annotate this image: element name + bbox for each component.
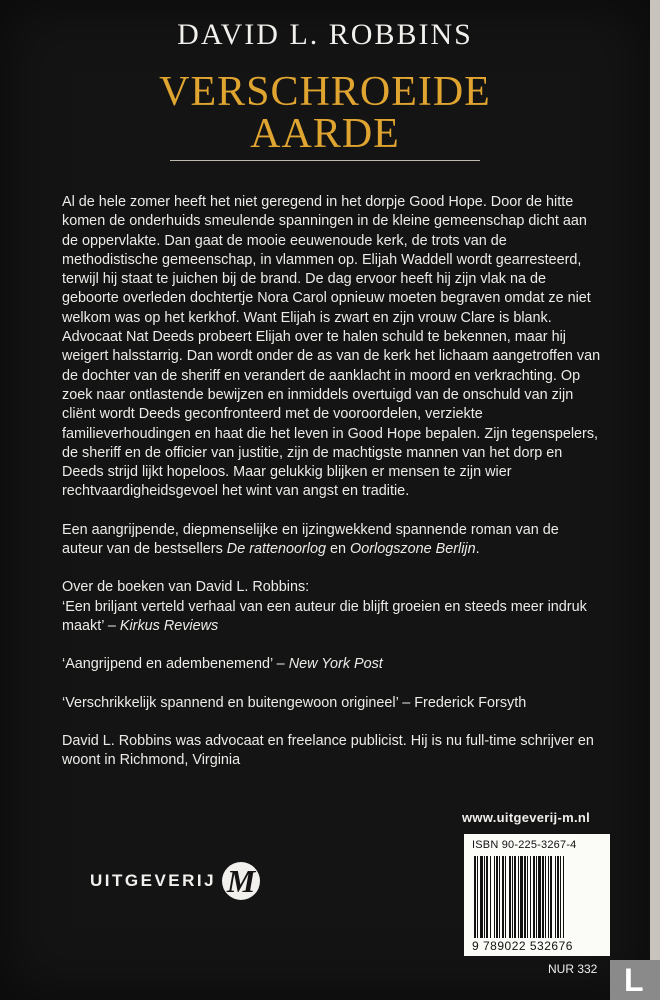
blurb-paragraph-3 [62, 521, 602, 560]
review-2-text: ‘Aangrijpend en adembenemend’ – [62, 656, 289, 673]
publisher-name: UITGEVERIJ [90, 871, 217, 890]
barcode-bar [545, 856, 546, 938]
author-name: DAVID L. ROBBINS [177, 18, 473, 51]
barcode-bar [533, 856, 535, 938]
barcode-bar [490, 856, 491, 938]
barcode-bar [514, 856, 516, 938]
sticker-letter: L [624, 962, 644, 998]
barcode-bar [563, 856, 564, 938]
page-edge [650, 0, 660, 1000]
publisher-url: www.uitgeverij-m.nl [462, 810, 591, 825]
blurb-text [62, 193, 602, 789]
review-1 [62, 598, 602, 637]
blurb-paragraph-1: Al de hele zomer heeft het niet geregend in het dorpje Good Hope. Door de hitte komen de onderhuids smeulende spanningen in de kleine gemeenschap dicht aan de oppervlakte. Dan gaat de mooie eeuwenoude kerk, de trots van de methodistische gemeenschap, in vlammen op. Elijah Waddell wordt gearresteerd, terwijl hij staat te juichen bij de brand. De dag ervoor heeft hij zijn vlak na de geboorte overleden dochtertje Nora Carol opnieuw moeten begraven omdat ze niet welkom was op het kerkhof. Want Elijah is zwart en zijn vrouw Clare is blank. [62, 194, 591, 326]
barcode-digits: 9 789022 532676 [472, 939, 573, 953]
barcode-bar [555, 856, 556, 938]
review-2 [62, 655, 602, 674]
barcode-bar [502, 856, 504, 938]
review-2-source: New York Post [288, 656, 383, 673]
barcode-bar [530, 856, 531, 938]
book-title-line2: AARDE [250, 111, 400, 157]
barcode-bar [496, 856, 498, 938]
barcode-bar [538, 856, 541, 938]
barcode-bar [499, 856, 500, 938]
barcode-bar [518, 856, 519, 938]
blurb-paragraph-2: Advocaat Nat Deeds probeert Elijah over te halen schuld te bekennen, maar hij weigert halsstarrig. Dan wordt onder de as van de kerk het lichaam aangetroffen van de dochter van de sheriff en verandert de aanklacht in moord en verkrachting. Op zoek naar ontlastende bewijzen en inmiddels overtuigd van de onschuld van zijn cliënt wordt Deeds geconfronteerd met de vooroordelen, verziekte familieverhoudingen en haat die het leven in Good Hope bepalen. Zijn tegenspelers, de sheriff en de officier van justitie, zijn de machtigste mannen van het dorp en Deeds strijd lijkt hopeloos. Maar gelukkig blijken er mensen te zijn wier rechtvaardigheidsgevoel het wint van angst en traditie. [62, 329, 601, 500]
barcode-bar [484, 856, 485, 938]
barcode-icon [472, 856, 602, 938]
author-bio: David L. Robbins was advocaat en freelance publicist. Hij is nu full-time schrijver en woont in Richmond, Virginia [62, 732, 594, 769]
barcode-bar [536, 856, 537, 938]
publisher-logo [90, 862, 260, 900]
barcode-bar [542, 856, 544, 938]
reviews-intro: Over de boeken van David L. Robbins: [62, 579, 310, 596]
review-1-text: ‘Een briljant verteld verhaal van een auteur die blijft groeien en steeds meer indruk maakt’ – [62, 598, 587, 634]
barcode-bar [512, 856, 513, 938]
barcode-bar [494, 856, 495, 938]
title-divider [170, 160, 480, 161]
barcode-bar [480, 856, 483, 938]
book-reference-1: De rattenoorlog [226, 541, 326, 558]
barcode-bar [486, 856, 488, 938]
publisher-m-icon [222, 862, 260, 900]
publisher-logo-letter: M [226, 863, 256, 899]
isbn-number: ISBN 90-225-3267-4 [472, 839, 577, 851]
barcode-bar [527, 856, 528, 938]
barcode-bar [560, 856, 561, 938]
barcode-bar [524, 856, 526, 938]
book-title-line1: VERSCHROEIDE [159, 69, 491, 115]
barcode-bar [550, 856, 552, 938]
review-1-source: Kirkus Reviews [119, 617, 219, 634]
barcode-bar [474, 856, 476, 938]
book-reference-2: Oorlogszone Berlijn [350, 541, 476, 558]
barcode-bar [520, 856, 523, 938]
barcode-bar [509, 856, 511, 938]
barcode-bar [505, 856, 506, 938]
nur-code: NUR 332 [548, 962, 598, 976]
barcode-panel [464, 834, 610, 956]
library-sticker [610, 960, 660, 1000]
barcode-bar [548, 856, 549, 938]
blurb-p3-text: Een aangrijpende, diepmenselijke en ijzingwekkend spannende roman van de auteur van de bestsellers [62, 521, 559, 558]
blurb-p3-and: en [326, 541, 351, 558]
barcode-bar [557, 856, 559, 938]
review-3: ‘Verschrikkelijk spannend en buitengewoon origineel’ – Frederick Forsyth [62, 694, 527, 711]
blurb-p3-end: . [475, 541, 480, 558]
barcode-bar [477, 856, 478, 938]
